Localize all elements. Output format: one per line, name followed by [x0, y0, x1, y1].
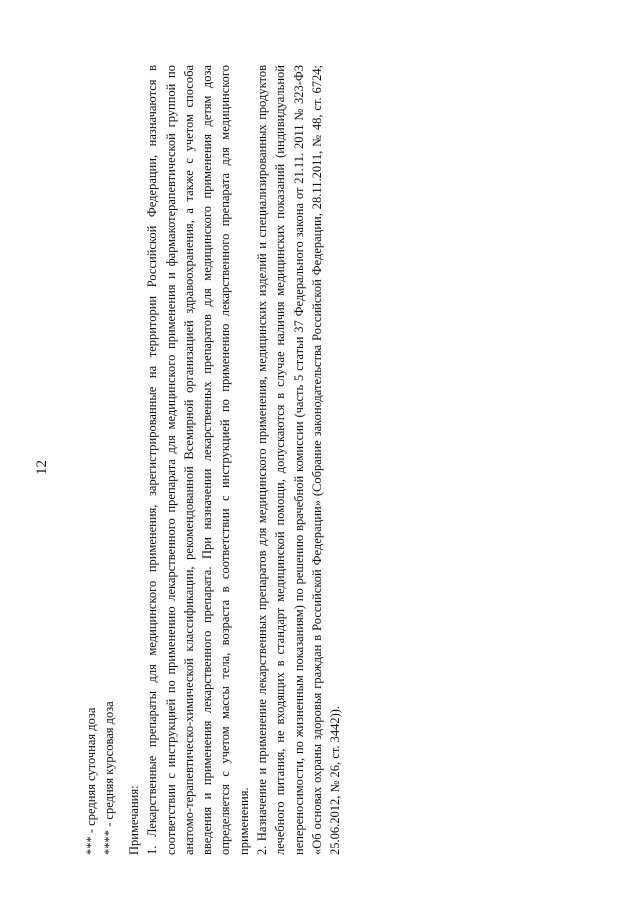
notes-title: Примечания:	[127, 785, 141, 855]
footnote-daily-dose: *** - средняя суточная доза	[84, 707, 98, 855]
page-number: 12	[34, 460, 50, 475]
footnotes	[82, 701, 118, 855]
note-item-2: 2. Назначение и применение лекарственных препаратов для медицинского применения, медицинских изделий и специализированных продуктов лечебного питания, не входящих в стандарт медицинской помощи, допускаются в случае наличия медицинских показаний (индивидуальной непереносимости, по жизненным показаниям) по решению врачебной комиссии (часть 5 статьи 37 Федерального закона от 21.11. 2011 № 323-ФЗ «Об основах охраны здоровья граждан в Российской Федерации» (Собрание законодательства Российской Федерации, 28.11.2011, № 48, ст. 6724; 25.06.2012, № 26, ст. 3442)).	[255, 65, 343, 855]
footnote-course-dose: **** - средняя курсовая доза	[102, 701, 116, 855]
note-item-1: 1. Лекарственные препараты для медицинского применения, зарегистрированные на территории Российской Федерации, назначаются в соответствии с инструкцией по применению лекарственного препарата для медицинского применения и фармакотерапевтической группой по анатомо-терапевтическо-химической классификации, рекомендованной Всемирной организацией здравоохранения, а также с учетом способа введения и применения лекарственного препарата. При назначении лекарственных препаратов для медицинского применения детям доза определяется с учетом массы тела, возраста в соответствии с инструкцией по применению лекарственного препарата для медицинского применения.	[145, 65, 251, 855]
notes-section	[125, 65, 345, 855]
